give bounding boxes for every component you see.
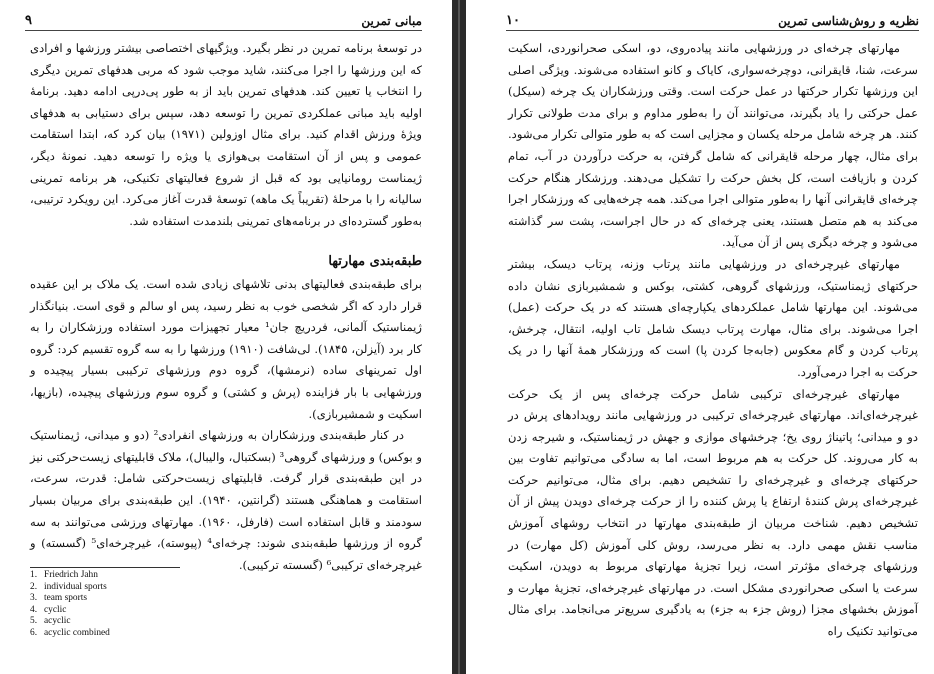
right-header-title: نظریه و روش‌شناسی تمرین xyxy=(778,14,919,28)
footnote-item: 1. Friedrich Jahn xyxy=(30,570,98,580)
right-body-text xyxy=(508,38,918,643)
left-page xyxy=(0,0,452,674)
left-class-text xyxy=(30,274,422,576)
book-gutter xyxy=(452,0,466,674)
footnote-item: 4. cyclic xyxy=(30,604,67,615)
left-header-title: مبانی تمرین xyxy=(361,14,422,28)
footnote-item: 2. individual sports xyxy=(30,581,107,592)
left-page-header xyxy=(25,10,422,31)
paragraph-classification-2: در کنار طبقه‌بندی ورزشکاران به ورزشهای انفرادی² (دو و میدانی، ژیمناستیک و بوکس) و ورزشهای گروهی³ (بسکتبال، والیبال)، ملاک قابلیتهای زیست‌حرکتی نیز در این طبقه‌بندی قرار گرفت. قابلیتهای زیست‌حرکتی شامل: قدرت، سرعت، استقامت و هماهنگی هستند (گرانتین، ۱۹۴۰). این طبقه‌بندی برای مربیان بسیار سودمند و قابل استفاده است (فارفل، ۱۹۶۰). مهارتهای ورزشی می‌توانند به سه گروه از ورزشها طبقه‌بندی شوند: چرخه‌ای⁴ (پیوسته)، غیرچرخه‌ای⁵ (گسسته) و غیرچرخه‌ای ترکیبی⁶ (گسسته ترکیبی). xyxy=(30,428,423,572)
footnote-item: 6. acyclic combined xyxy=(30,627,110,638)
right-page-header xyxy=(506,10,919,31)
paragraph-intro: در توسعهٔ برنامه تمرین در نظر بگیرد. ویژگیهای اختصاصی بیشتر ورزشها و افرادی که این ورزشها را اجرا می‌کنند، شاید موجب شود که مربی هدفهای تمرین دیگری را انتخاب یا تعیین کند. هدفهای تمرین باید از به طور پی‌درپی ادامه دهید. برنامهٔ اولیه باید مبانی عملکردی تمرین را توسعه دهد، سپس برای دستیابی به هدفهای ویژهٔ ورزش اقدام کنید. برای مثال اوزولین (۱۹۷۱) بیان کرد که، ابتدا استقامت عمومی و پس از آن استقامت بی‌هوازی یا ویژه را توسعه دهید. نمونهٔ دیگر، ژیمناست رومانیایی بود که قبل از شروع فعالیتهای تکنیکی، هر برنامه تمرینی سالیانه را با مرحلهٔ (تقریباً یک ماهه) توسعهٔ قدرت آغاز می‌کرد. این رویکرد ترتیبی، به‌طور گسترده‌ای در برنامه‌های تمرینی بلندمدت استفاده شد. xyxy=(30,41,422,228)
section-title: طبقه‌بندی مهارتها xyxy=(328,254,422,269)
left-intro-text xyxy=(30,38,422,232)
footnotes-list xyxy=(30,570,110,640)
right-page-number: ۱۰ xyxy=(506,13,520,28)
paragraph-classification-1: برای طبقه‌بندی فعالیتهای بدنی تلاشهای زیادی شده است. یک ملاک بر این عقیده قرار دارد که اگر شخصی خوب به نظر رسید، پس او سالم و قوی است. بنیانگذار ژیمناستیک آلمانی، فردریچ جان¹ معیار تجهیزات مورد استفاده ورزشکاران را به کار برد (آیزلن، ۱۸۴۵). لی‌شافت (۱۹۱۰) ورزشها را به سه گروه تقسیم کرد: گروه اول تمرینهای ساده (نرمشها)، گروه دوم ورزشهای ترکیبی بسیار پیچیده و ورزشهایی با بار فزاینده (پرش و کشتی) و گروه سوم ورزشهای پیچیده، (بازیها، اسکیت و شمشیربازی). xyxy=(30,277,423,421)
left-page-number: ۹ xyxy=(25,13,32,28)
paragraph-acyclic: مهارتهای غیرچرخه‌ای در ورزشهایی مانند پرتاب وزنه، پرتاب دیسک، بیشتر حرکتهای ژیمناستیک، ورزشهای گروهی، کشتی، بوکس و شمشیربازی نشان داده می‌شوند. این مهارتها شامل عملکردهای یکپارچه‌ای هستند که در یک حرکت (عمل) اجرا می‌شوند. برای مثال، مهارت پرتاب دیسک شامل تاب اولیه، انتقال، چرخش، پرتاب کردن و گام معکوس (جابه‌جا کردن پا) است که ورزشکار همهٔ آنها را در یک حرکت به اجرا درمی‌آورد. xyxy=(508,256,918,379)
footnote-item: 5. acyclic xyxy=(30,616,71,627)
paragraph-acyclic-combined: مهارتهای غیرچرخه‌ای ترکیبی شامل حرکت چرخه‌ای پس از یک حرکت غیرچرخه‌ای‌اند. مهارتهای غیرچرخه‌ای ترکیبی در ورزشهایی مانند رویدادهای پرش در دو و میدانی؛ پاتیناژ روی یخ؛ چرخشهای موازی و جهش در ژیمناستیک، و شیرجه زدن به کار می‌روند. کل حرکت به هم مربوط است، اما به سادگی می‌توانیم تفاوت بین حرکتهای چرخه‌ای و غیرچرخه‌ای را تشخیص دهیم. برای مثال، می‌توانیم حرکت غیرچرخه‌ای پرش کنندهٔ ارتفاع یا پرش کننده را از حرکت چرخه‌ای دویدن پیش از آن تشخیص دهیم. شناخت مربیان از طبقه‌بندی مهارتها در انتخاب روشهای آموزش مناسب نقش مهمی دارد. به نظر می‌رسد، روش کلی آموزش (کل مهارت) در ورزشهای چرخه‌ای مؤثرتر است، زیرا تجزیهٔ مهارتهای مربوط به دویدن، اسکیت سرعت یا اسکی صحرانوردی مشکل است. در مهارتهای غیرچرخه‌ای، تجزیهٔ مهارت و آموزش بخشهای مجزا (روش جزء به جزء) به یادگیری سریع‌تر می‌انجامد. برای مثال می‌توانید تکنیک راه xyxy=(508,386,918,639)
footnote-divider xyxy=(30,567,180,568)
right-page xyxy=(466,0,934,674)
paragraph-cyclic: مهارتهای چرخه‌ای در ورزشهایی مانند پیاده‌روی، دو، اسکی صحرانوردی، اسکیت سرعت، شنا، قایقرانی، دوچرخه‌سواری، کایاک و کانو استفاده می‌شوند. ویژگی اصلی این ورزشها تکرار حرکتها در عمل حرکت است. وقتی ورزشکاران یک چرخه (سیکل) عمل حرکتی را یاد بگیرند، می‌توانند آن را به‌طور مداوم و برای مدت طولانی تکرار کنند. هر چرخه شامل مرحله یکسان و مجزایی است که به طور متوالی تکرار می‌شود. برای مثال، چهار مرحله قایقرانی که شامل گرفتن، به حرکت درآوردن در آب، تمام کردن و بازیافت است، کل بخش حرکت را تشکیل می‌دهند. ورزشکار هنگام حرکت چرخه‌ای قایقرانی آنها را به‌طور متوالی اجرا می‌کند. همه چرخه‌هایی که ورزشکار اجرا می‌کند به هم متصل هستند، یعنی چرخه‌ای که در حال اجراست، پشت سر گذاشته می‌شود و چرخه دیگری پس از آن می‌آید. xyxy=(508,41,918,250)
footnote-item: 3. team sports xyxy=(30,593,87,604)
